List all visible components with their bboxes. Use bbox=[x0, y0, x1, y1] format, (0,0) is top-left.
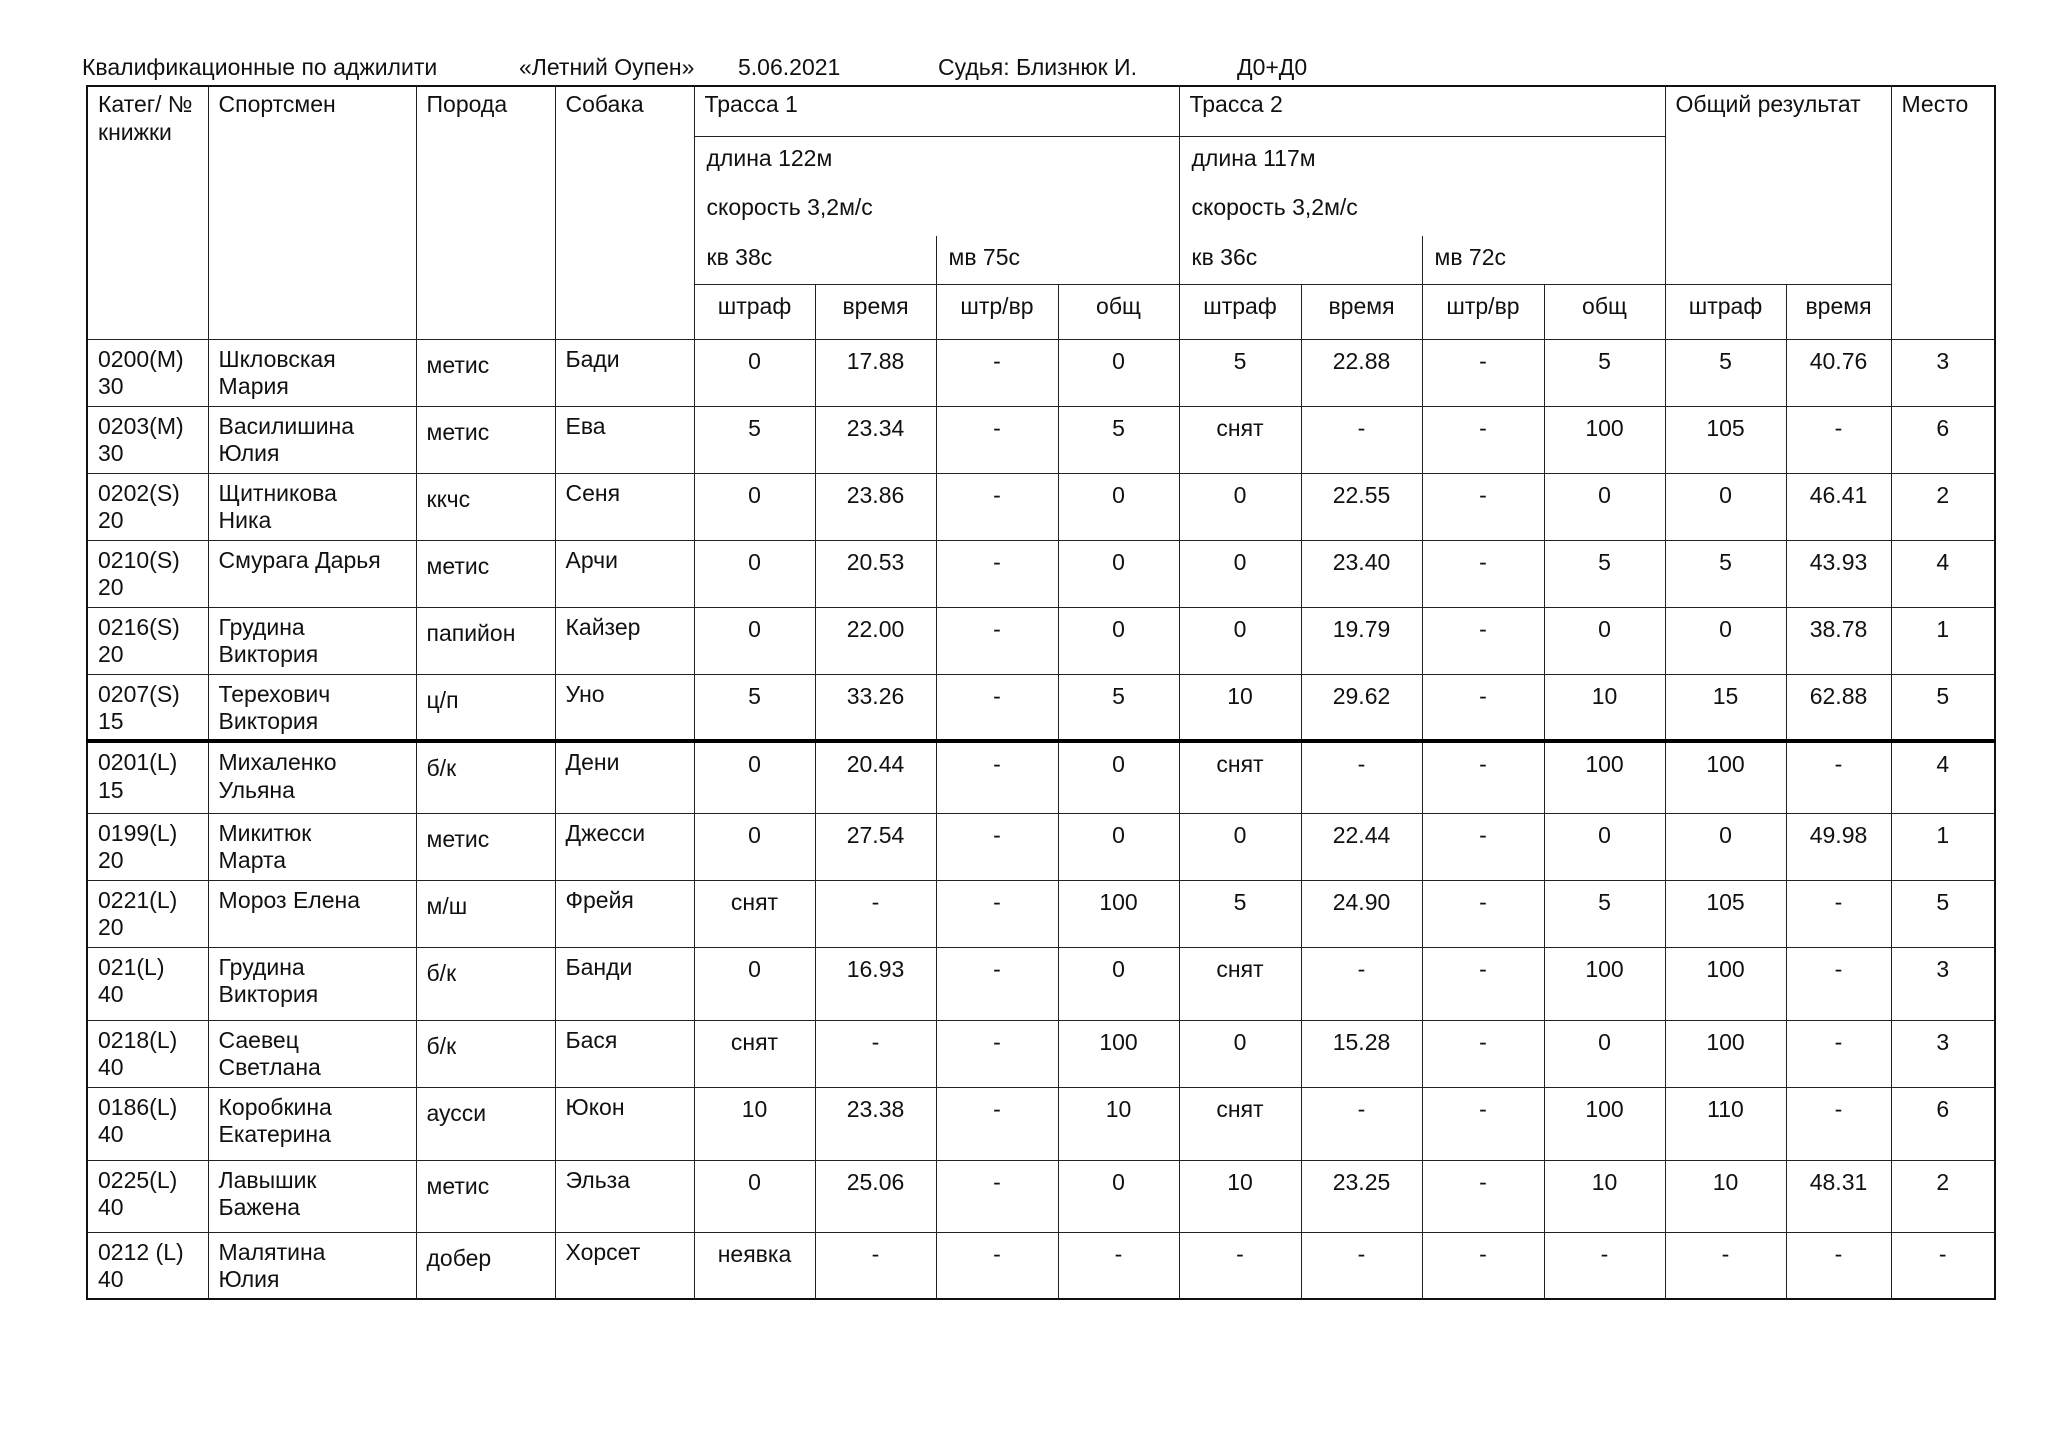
course1-speed: скорость 3,2м/с bbox=[694, 186, 1179, 236]
cell-tf1: - bbox=[936, 339, 1058, 406]
cell-t1: 16.93 bbox=[815, 947, 936, 1020]
cell-tt: - bbox=[1786, 1232, 1891, 1299]
cell-s2: 5 bbox=[1544, 880, 1665, 947]
table-row bbox=[87, 674, 1995, 741]
cell-dog: Хорсет bbox=[555, 1232, 694, 1299]
cell-tf1: - bbox=[936, 540, 1058, 607]
cell-s2: 5 bbox=[1544, 339, 1665, 406]
cell-tf2: - bbox=[1422, 339, 1544, 406]
cell-place: 6 bbox=[1891, 1087, 1995, 1160]
cell-category: 0207(S) 15 bbox=[87, 674, 208, 741]
cell-breed: м/ш bbox=[416, 880, 555, 947]
cell-category: 0218(L) 40 bbox=[87, 1020, 208, 1087]
cell-dog: Банди bbox=[555, 947, 694, 1020]
cell-t1: 17.88 bbox=[815, 339, 936, 406]
cell-tf: 0 bbox=[1665, 813, 1786, 880]
cell-dog: Бася bbox=[555, 1020, 694, 1087]
cell-f2: 0 bbox=[1179, 607, 1301, 674]
cell-tf1: - bbox=[936, 741, 1058, 813]
cell-t1: 27.54 bbox=[815, 813, 936, 880]
cell-tt: - bbox=[1786, 1020, 1891, 1087]
cell-s2: 0 bbox=[1544, 813, 1665, 880]
table-row bbox=[87, 1087, 1995, 1160]
cell-place: 3 bbox=[1891, 947, 1995, 1020]
cell-tt: 48.31 bbox=[1786, 1160, 1891, 1232]
table-row bbox=[87, 540, 1995, 607]
course1-mv: мв 75с bbox=[936, 236, 1179, 284]
cell-t1: 25.06 bbox=[815, 1160, 936, 1232]
cell-athlete: Грудина Виктория bbox=[208, 947, 416, 1020]
cell-tf2: - bbox=[1422, 1020, 1544, 1087]
cell-place: 5 bbox=[1891, 880, 1995, 947]
cell-tf: 10 bbox=[1665, 1160, 1786, 1232]
cell-dog: Ева bbox=[555, 406, 694, 473]
cell-athlete: Лавышик Бажена bbox=[208, 1160, 416, 1232]
cell-breed: ц/п bbox=[416, 674, 555, 741]
cell-s1: 0 bbox=[1058, 741, 1179, 813]
table-row bbox=[87, 339, 1995, 406]
cell-t1: - bbox=[815, 1020, 936, 1087]
cell-tf2: - bbox=[1422, 674, 1544, 741]
cell-tf1: - bbox=[936, 406, 1058, 473]
cell-f2: снят bbox=[1179, 947, 1301, 1020]
course2-length: длина 117м bbox=[1179, 136, 1665, 186]
cell-f2: снят bbox=[1179, 406, 1301, 473]
cell-tt: 40.76 bbox=[1786, 339, 1891, 406]
cell-dog: Фрейя bbox=[555, 880, 694, 947]
cell-breed: метис bbox=[416, 339, 555, 406]
cell-f1: снят bbox=[694, 880, 815, 947]
cell-place: 3 bbox=[1891, 1020, 1995, 1087]
cell-tf: 105 bbox=[1665, 406, 1786, 473]
cell-place: 1 bbox=[1891, 813, 1995, 880]
cell-category: 0199(L) 20 bbox=[87, 813, 208, 880]
cell-s2: 0 bbox=[1544, 473, 1665, 540]
table-row bbox=[87, 741, 1995, 813]
cell-t1: - bbox=[815, 1232, 936, 1299]
cell-tf: 100 bbox=[1665, 1020, 1786, 1087]
cell-f2: 0 bbox=[1179, 813, 1301, 880]
course1-kv: кв 38с bbox=[694, 236, 936, 284]
sub-tf-2: штр/вр bbox=[1422, 284, 1544, 339]
cell-tf: 0 bbox=[1665, 473, 1786, 540]
cell-tf: 100 bbox=[1665, 741, 1786, 813]
cell-category: 0202(S) 20 bbox=[87, 473, 208, 540]
cell-t1: 23.38 bbox=[815, 1087, 936, 1160]
cell-f2: 10 bbox=[1179, 674, 1301, 741]
cell-place: 2 bbox=[1891, 473, 1995, 540]
cell-tf: 0 bbox=[1665, 607, 1786, 674]
cell-dog: Юкон bbox=[555, 1087, 694, 1160]
cell-tf: 110 bbox=[1665, 1087, 1786, 1160]
cell-s2: 5 bbox=[1544, 540, 1665, 607]
cell-s2: 0 bbox=[1544, 607, 1665, 674]
cell-f2: снят bbox=[1179, 741, 1301, 813]
cell-s1: 5 bbox=[1058, 406, 1179, 473]
cell-place: 4 bbox=[1891, 741, 1995, 813]
cell-s2: 10 bbox=[1544, 674, 1665, 741]
cell-athlete: Малятина Юлия bbox=[208, 1232, 416, 1299]
cell-category: 0200(M) 30 bbox=[87, 339, 208, 406]
col-dog: Собака bbox=[555, 86, 694, 339]
cell-t2: - bbox=[1301, 1087, 1422, 1160]
table-row bbox=[87, 1232, 1995, 1299]
cell-dog: Эльза bbox=[555, 1160, 694, 1232]
cell-tf2: - bbox=[1422, 947, 1544, 1020]
cell-t2: - bbox=[1301, 406, 1422, 473]
cell-t1: 23.34 bbox=[815, 406, 936, 473]
course2-kv: кв 36с bbox=[1179, 236, 1422, 284]
cell-f1: 5 bbox=[694, 674, 815, 741]
cell-category: 0225(L) 40 bbox=[87, 1160, 208, 1232]
sub-tf-1: штр/вр bbox=[936, 284, 1058, 339]
cell-tt: 49.98 bbox=[1786, 813, 1891, 880]
table-row bbox=[87, 880, 1995, 947]
cell-t2: 22.88 bbox=[1301, 339, 1422, 406]
cell-dog: Дени bbox=[555, 741, 694, 813]
cell-s1: 0 bbox=[1058, 339, 1179, 406]
cell-f2: - bbox=[1179, 1232, 1301, 1299]
cell-f1: 10 bbox=[694, 1087, 815, 1160]
cell-athlete: Саевец Светлана bbox=[208, 1020, 416, 1087]
cell-s1: 0 bbox=[1058, 607, 1179, 674]
cell-t1: 23.86 bbox=[815, 473, 936, 540]
cell-tt: - bbox=[1786, 880, 1891, 947]
cell-category: 0203(M) 30 bbox=[87, 406, 208, 473]
cell-tf1: - bbox=[936, 1020, 1058, 1087]
cell-breed: б/к bbox=[416, 1020, 555, 1087]
cell-s1: 0 bbox=[1058, 947, 1179, 1020]
cell-t2: 22.55 bbox=[1301, 473, 1422, 540]
cell-tf1: - bbox=[936, 473, 1058, 540]
cell-t2: 23.25 bbox=[1301, 1160, 1422, 1232]
cell-t2: - bbox=[1301, 1232, 1422, 1299]
cell-s2: 10 bbox=[1544, 1160, 1665, 1232]
cell-place: 4 bbox=[1891, 540, 1995, 607]
cell-athlete: Щитникова Ника bbox=[208, 473, 416, 540]
sub-sum-2: общ bbox=[1544, 284, 1665, 339]
cell-s1: 10 bbox=[1058, 1087, 1179, 1160]
cell-tf2: - bbox=[1422, 473, 1544, 540]
table-row bbox=[87, 1160, 1995, 1232]
cell-t1: - bbox=[815, 880, 936, 947]
sub-total-time: время bbox=[1786, 284, 1891, 339]
sub-time-1: время bbox=[815, 284, 936, 339]
cell-category: 0221(L) 20 bbox=[87, 880, 208, 947]
cell-tf2: - bbox=[1422, 880, 1544, 947]
cell-tf2: - bbox=[1422, 1087, 1544, 1160]
cell-breed: метис bbox=[416, 1160, 555, 1232]
event-date: 5.06.2021 bbox=[738, 54, 841, 80]
cell-tt: - bbox=[1786, 1087, 1891, 1160]
cell-tf: 105 bbox=[1665, 880, 1786, 947]
cell-t1: 20.44 bbox=[815, 741, 936, 813]
sub-sum-1: общ bbox=[1058, 284, 1179, 339]
cell-tt: 62.88 bbox=[1786, 674, 1891, 741]
cell-f1: 0 bbox=[694, 813, 815, 880]
cell-tf1: - bbox=[936, 1232, 1058, 1299]
cell-tf1: - bbox=[936, 880, 1058, 947]
cell-tt: - bbox=[1786, 406, 1891, 473]
cell-f1: 0 bbox=[694, 947, 815, 1020]
cell-f1: 0 bbox=[694, 1160, 815, 1232]
cell-category: 021(L) 40 bbox=[87, 947, 208, 1020]
col-place: Место bbox=[1891, 86, 1995, 339]
cell-dog: Арчи bbox=[555, 540, 694, 607]
cell-t2: 15.28 bbox=[1301, 1020, 1422, 1087]
cell-f2: снят bbox=[1179, 1087, 1301, 1160]
cell-s2: 100 bbox=[1544, 741, 1665, 813]
cell-f2: 0 bbox=[1179, 473, 1301, 540]
cell-t2: 19.79 bbox=[1301, 607, 1422, 674]
cell-breed: метис bbox=[416, 406, 555, 473]
cell-breed: папийон bbox=[416, 607, 555, 674]
cell-category: 0212 (L) 40 bbox=[87, 1232, 208, 1299]
cell-s2: 0 bbox=[1544, 1020, 1665, 1087]
cell-tf: 15 bbox=[1665, 674, 1786, 741]
cell-f1: 0 bbox=[694, 741, 815, 813]
cell-s2: 100 bbox=[1544, 406, 1665, 473]
cell-tf1: - bbox=[936, 813, 1058, 880]
cell-breed: метис bbox=[416, 540, 555, 607]
cell-place: 3 bbox=[1891, 339, 1995, 406]
cell-breed: добер bbox=[416, 1232, 555, 1299]
cell-f1: неявка bbox=[694, 1232, 815, 1299]
cell-tt: 38.78 bbox=[1786, 607, 1891, 674]
cell-dog: Сеня bbox=[555, 473, 694, 540]
cell-athlete: Шкловская Мария bbox=[208, 339, 416, 406]
cell-f2: 5 bbox=[1179, 880, 1301, 947]
cell-athlete: Михаленко Ульяна bbox=[208, 741, 416, 813]
sub-fault-2: штраф bbox=[1179, 284, 1301, 339]
cell-s1: 100 bbox=[1058, 1020, 1179, 1087]
cell-tf2: - bbox=[1422, 741, 1544, 813]
cell-athlete: Смурага Дарья bbox=[208, 540, 416, 607]
cell-athlete: Мороз Елена bbox=[208, 880, 416, 947]
col-course2: Трасса 2 bbox=[1179, 86, 1665, 136]
cell-dog: Бади bbox=[555, 339, 694, 406]
cell-s1: 0 bbox=[1058, 540, 1179, 607]
cell-category: 0216(S) 20 bbox=[87, 607, 208, 674]
sub-total-fault: штраф bbox=[1665, 284, 1786, 339]
cell-t2: 22.44 bbox=[1301, 813, 1422, 880]
cell-breed: метис bbox=[416, 813, 555, 880]
col-category: Катег/ № книжки bbox=[87, 86, 208, 339]
cell-f1: снят bbox=[694, 1020, 815, 1087]
cell-s2: 100 bbox=[1544, 1087, 1665, 1160]
cell-tf1: - bbox=[936, 947, 1058, 1020]
cell-t1: 22.00 bbox=[815, 607, 936, 674]
cell-tf2: - bbox=[1422, 406, 1544, 473]
cell-f1: 0 bbox=[694, 339, 815, 406]
course1-length: длина 122м bbox=[694, 136, 1179, 186]
table-row bbox=[87, 947, 1995, 1020]
cell-athlete: Коробкина Екатерина bbox=[208, 1087, 416, 1160]
cell-s1: 100 bbox=[1058, 880, 1179, 947]
cell-tt: - bbox=[1786, 741, 1891, 813]
results-table bbox=[86, 85, 1996, 1300]
cell-t1: 20.53 bbox=[815, 540, 936, 607]
cell-place: 6 bbox=[1891, 406, 1995, 473]
table-row bbox=[87, 473, 1995, 540]
cell-t2: 24.90 bbox=[1301, 880, 1422, 947]
cell-f1: 5 bbox=[694, 406, 815, 473]
cell-category: 0186(L) 40 bbox=[87, 1087, 208, 1160]
course2-speed: скорость 3,2м/с bbox=[1179, 186, 1665, 236]
cell-tt: - bbox=[1786, 947, 1891, 1020]
cell-tf2: - bbox=[1422, 1232, 1544, 1299]
cell-s2: 100 bbox=[1544, 947, 1665, 1020]
cell-f2: 0 bbox=[1179, 540, 1301, 607]
cell-f1: 0 bbox=[694, 473, 815, 540]
cell-breed: б/к bbox=[416, 947, 555, 1020]
course2-mv: мв 72с bbox=[1422, 236, 1665, 284]
cell-t2: 29.62 bbox=[1301, 674, 1422, 741]
col-athlete: Спортсмен bbox=[208, 86, 416, 339]
cell-s1: 0 bbox=[1058, 813, 1179, 880]
document-header bbox=[82, 52, 2012, 84]
cell-breed: б/к bbox=[416, 741, 555, 813]
cell-tf: 5 bbox=[1665, 339, 1786, 406]
doc-title: Квалификационные по аджилити bbox=[82, 54, 438, 80]
class-label: Д0+Д0 bbox=[1237, 54, 1308, 80]
judge-name: Судья: Близнюк И. bbox=[938, 54, 1137, 80]
cell-t1: 33.26 bbox=[815, 674, 936, 741]
cell-s1: 5 bbox=[1058, 674, 1179, 741]
cell-tf1: - bbox=[936, 607, 1058, 674]
cell-athlete: Терехович Виктория bbox=[208, 674, 416, 741]
col-course1: Трасса 1 bbox=[694, 86, 1179, 136]
cell-tf1: - bbox=[936, 1087, 1058, 1160]
cell-tt: 43.93 bbox=[1786, 540, 1891, 607]
table-row bbox=[87, 406, 1995, 473]
cell-category: 0210(S) 20 bbox=[87, 540, 208, 607]
cell-tf: 100 bbox=[1665, 947, 1786, 1020]
cell-s1: 0 bbox=[1058, 473, 1179, 540]
cell-category: 0201(L) 15 bbox=[87, 741, 208, 813]
cell-f2: 10 bbox=[1179, 1160, 1301, 1232]
cell-tf: - bbox=[1665, 1232, 1786, 1299]
cell-t2: - bbox=[1301, 947, 1422, 1020]
cell-dog: Джесси bbox=[555, 813, 694, 880]
cell-athlete: Василишина Юлия bbox=[208, 406, 416, 473]
cell-s2: - bbox=[1544, 1232, 1665, 1299]
cell-tf2: - bbox=[1422, 813, 1544, 880]
table-row bbox=[87, 607, 1995, 674]
cell-s1: 0 bbox=[1058, 1160, 1179, 1232]
cell-tt: 46.41 bbox=[1786, 473, 1891, 540]
cell-t2: - bbox=[1301, 741, 1422, 813]
cell-dog: Кайзер bbox=[555, 607, 694, 674]
table-row bbox=[87, 1020, 1995, 1087]
cell-tf2: - bbox=[1422, 540, 1544, 607]
cell-place: - bbox=[1891, 1232, 1995, 1299]
cell-tf2: - bbox=[1422, 1160, 1544, 1232]
cell-breed: аусси bbox=[416, 1087, 555, 1160]
cell-breed: ккчс bbox=[416, 473, 555, 540]
cell-tf: 5 bbox=[1665, 540, 1786, 607]
cell-f1: 0 bbox=[694, 607, 815, 674]
sub-time-2: время bbox=[1301, 284, 1422, 339]
cell-dog: Уно bbox=[555, 674, 694, 741]
cell-athlete: Грудина Виктория bbox=[208, 607, 416, 674]
cell-tf1: - bbox=[936, 674, 1058, 741]
cell-s1: - bbox=[1058, 1232, 1179, 1299]
cell-place: 5 bbox=[1891, 674, 1995, 741]
cell-athlete: Микитюк Марта bbox=[208, 813, 416, 880]
cell-tf2: - bbox=[1422, 607, 1544, 674]
cell-t2: 23.40 bbox=[1301, 540, 1422, 607]
table-row bbox=[87, 813, 1995, 880]
cell-place: 1 bbox=[1891, 607, 1995, 674]
cell-f1: 0 bbox=[694, 540, 815, 607]
sub-fault-1: штраф bbox=[694, 284, 815, 339]
cell-place: 2 bbox=[1891, 1160, 1995, 1232]
col-breed: Порода bbox=[416, 86, 555, 339]
cell-f2: 5 bbox=[1179, 339, 1301, 406]
col-total: Общий результат bbox=[1665, 86, 1891, 284]
cell-tf1: - bbox=[936, 1160, 1058, 1232]
event-name: «Летний Оупен» bbox=[519, 54, 695, 80]
cell-f2: 0 bbox=[1179, 1020, 1301, 1087]
